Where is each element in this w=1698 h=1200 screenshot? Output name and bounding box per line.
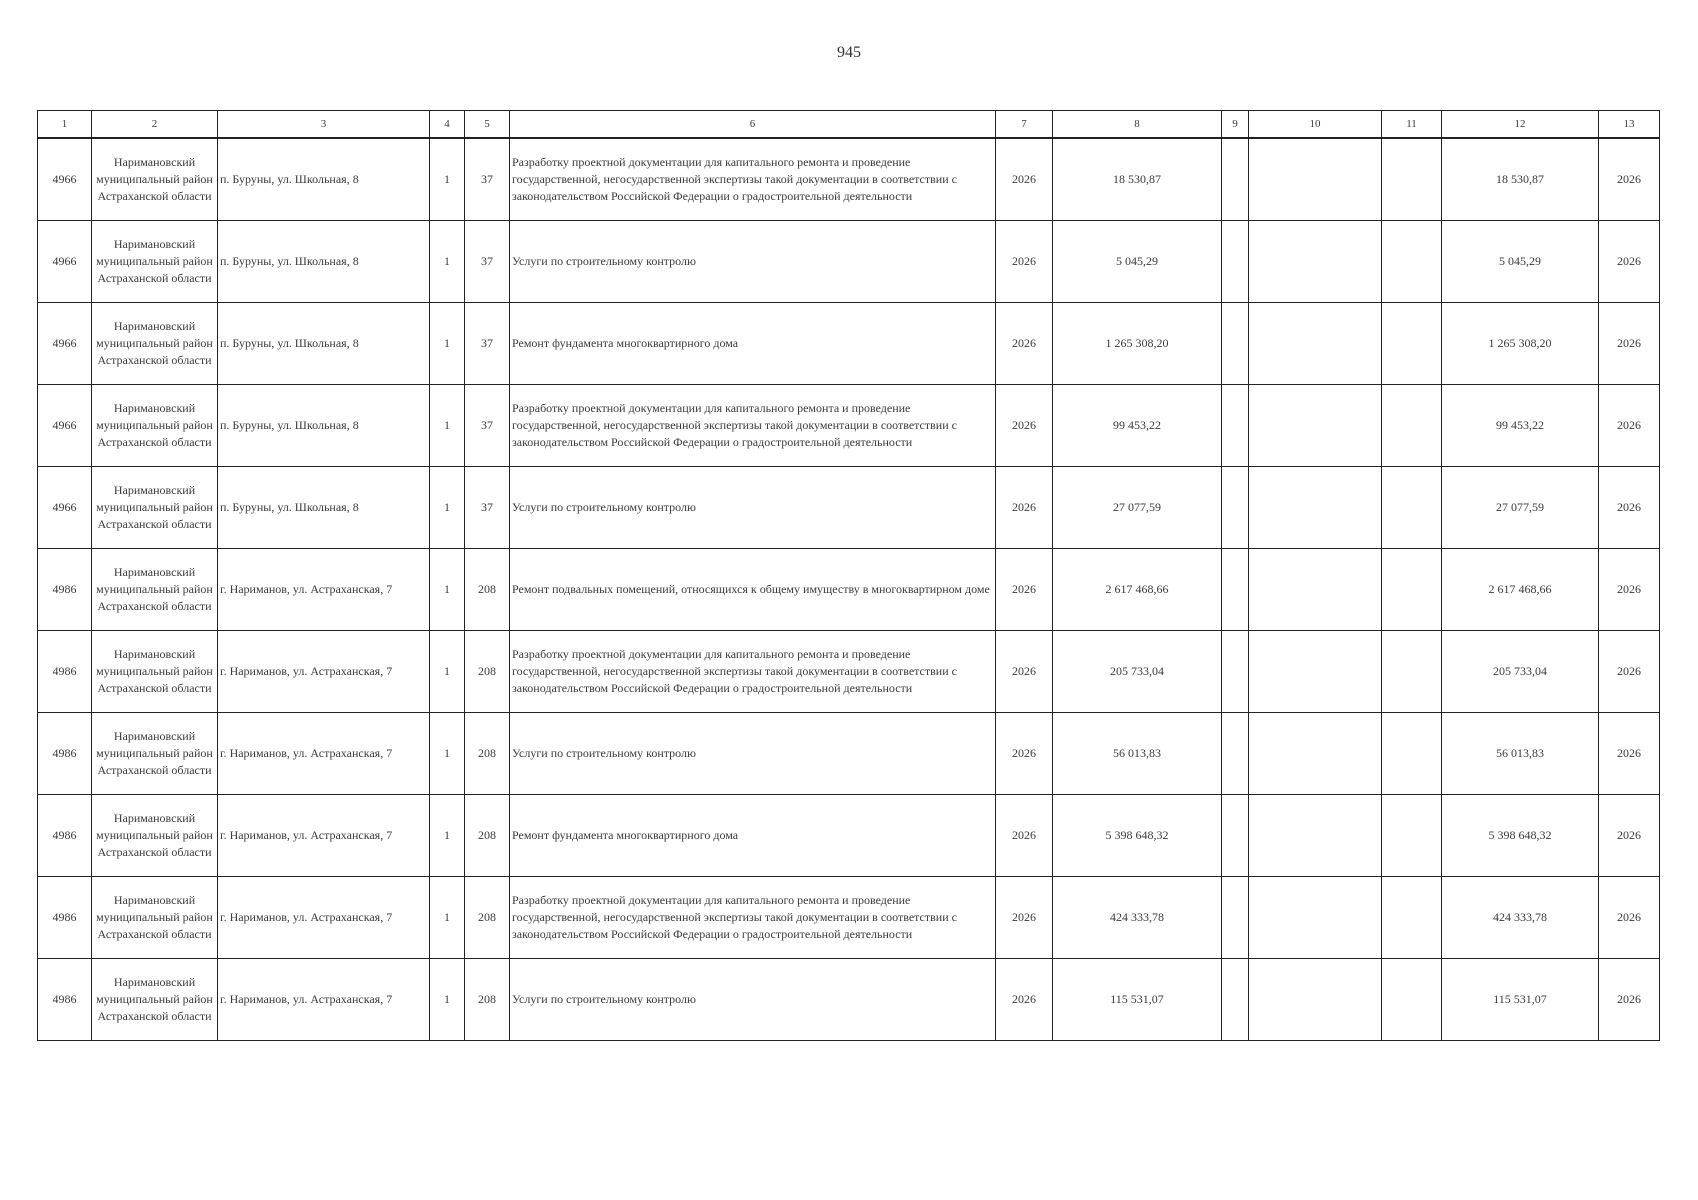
cell-total-cost: 2 617 468,66 xyxy=(1053,548,1222,630)
cell-col-10 xyxy=(1249,958,1382,1040)
cell-address: г. Нариманов, ул. Астраханская, 7 xyxy=(218,794,430,876)
cell-funding: 5 045,29 xyxy=(1442,220,1599,302)
cell-year: 2026 xyxy=(996,958,1053,1040)
cell-year: 2026 xyxy=(996,876,1053,958)
cell-col-4: 1 xyxy=(430,302,465,384)
cell-completion-year: 2026 xyxy=(1599,220,1660,302)
cell-year: 2026 xyxy=(996,384,1053,466)
table-row xyxy=(38,220,1660,302)
table-body xyxy=(38,138,1660,1040)
cell-col-4: 1 xyxy=(430,384,465,466)
column-header: 13 xyxy=(1599,111,1660,139)
table-row xyxy=(38,630,1660,712)
cell-funding: 5 398 648,32 xyxy=(1442,794,1599,876)
table-row xyxy=(38,712,1660,794)
cell-col-5: 208 xyxy=(465,794,510,876)
cell-col-11 xyxy=(1382,958,1442,1040)
cell-year: 2026 xyxy=(996,302,1053,384)
cell-year: 2026 xyxy=(996,630,1053,712)
cell-work-type: Услуги по строительному контролю xyxy=(510,958,996,1040)
cell-col-11 xyxy=(1382,220,1442,302)
cell-municipality: Наримановский муниципальный район Астраханской области xyxy=(92,794,218,876)
cell-municipality: Наримановский муниципальный район Астраханской области xyxy=(92,630,218,712)
cell-work-type: Услуги по строительному контролю xyxy=(510,220,996,302)
cell-col-9 xyxy=(1222,220,1249,302)
cell-col-4: 1 xyxy=(430,220,465,302)
cell-col-5: 37 xyxy=(465,220,510,302)
cell-col-10 xyxy=(1249,384,1382,466)
cell-col-10 xyxy=(1249,630,1382,712)
cell-col-10 xyxy=(1249,548,1382,630)
cell-work-type: Разработку проектной документации для капитального ремонта и проведение государственной, негосударственной экспертизы такой документации в соответствии с законодательством Российской Федерации о градостроительной деятельности xyxy=(510,138,996,220)
cell-completion-year: 2026 xyxy=(1599,712,1660,794)
cell-col-9 xyxy=(1222,302,1249,384)
cell-col-11 xyxy=(1382,876,1442,958)
cell-year: 2026 xyxy=(996,794,1053,876)
cell-work-type: Услуги по строительному контролю xyxy=(510,712,996,794)
column-header: 12 xyxy=(1442,111,1599,139)
capital-repair-table xyxy=(37,110,1660,1041)
column-header: 3 xyxy=(218,111,430,139)
cell-address: п. Буруны, ул. Школьная, 8 xyxy=(218,302,430,384)
column-header: 9 xyxy=(1222,111,1249,139)
column-header: 2 xyxy=(92,111,218,139)
cell-year: 2026 xyxy=(996,220,1053,302)
cell-municipality: Наримановский муниципальный район Астраханской области xyxy=(92,958,218,1040)
cell-funding: 205 733,04 xyxy=(1442,630,1599,712)
cell-municipality: Наримановский муниципальный район Астраханской области xyxy=(92,220,218,302)
cell-col-9 xyxy=(1222,794,1249,876)
cell-work-type: Услуги по строительному контролю xyxy=(510,466,996,548)
cell-col-4: 1 xyxy=(430,630,465,712)
cell-col-10 xyxy=(1249,712,1382,794)
table-row xyxy=(38,548,1660,630)
column-header: 11 xyxy=(1382,111,1442,139)
cell-total-cost: 5 045,29 xyxy=(1053,220,1222,302)
column-number-header-row xyxy=(38,111,1660,139)
cell-col-5: 37 xyxy=(465,138,510,220)
cell-funding: 2 617 468,66 xyxy=(1442,548,1599,630)
cell-col-5: 208 xyxy=(465,876,510,958)
cell-col-9 xyxy=(1222,138,1249,220)
cell-col-10 xyxy=(1249,794,1382,876)
cell-col-9 xyxy=(1222,548,1249,630)
cell-house-id: 4966 xyxy=(38,138,92,220)
cell-col-4: 1 xyxy=(430,548,465,630)
cell-col-5: 208 xyxy=(465,630,510,712)
cell-completion-year: 2026 xyxy=(1599,548,1660,630)
cell-completion-year: 2026 xyxy=(1599,384,1660,466)
cell-funding: 99 453,22 xyxy=(1442,384,1599,466)
cell-house-id: 4986 xyxy=(38,876,92,958)
cell-house-id: 4966 xyxy=(38,466,92,548)
cell-col-10 xyxy=(1249,876,1382,958)
page-number: 945 xyxy=(837,44,861,61)
table-row xyxy=(38,958,1660,1040)
cell-col-11 xyxy=(1382,302,1442,384)
cell-col-4: 1 xyxy=(430,466,465,548)
column-header: 8 xyxy=(1053,111,1222,139)
cell-work-type: Ремонт подвальных помещений, относящихся к общему имуществу в многоквартирном доме xyxy=(510,548,996,630)
cell-col-4: 1 xyxy=(430,958,465,1040)
cell-total-cost: 5 398 648,32 xyxy=(1053,794,1222,876)
cell-col-4: 1 xyxy=(430,712,465,794)
cell-col-11 xyxy=(1382,138,1442,220)
cell-col-11 xyxy=(1382,466,1442,548)
column-header: 5 xyxy=(465,111,510,139)
table-row xyxy=(38,384,1660,466)
cell-total-cost: 99 453,22 xyxy=(1053,384,1222,466)
table-row xyxy=(38,138,1660,220)
cell-house-id: 4986 xyxy=(38,712,92,794)
cell-municipality: Наримановский муниципальный район Астраханской области xyxy=(92,876,218,958)
cell-total-cost: 18 530,87 xyxy=(1053,138,1222,220)
cell-col-9 xyxy=(1222,876,1249,958)
cell-completion-year: 2026 xyxy=(1599,466,1660,548)
cell-house-id: 4986 xyxy=(38,958,92,1040)
cell-total-cost: 424 333,78 xyxy=(1053,876,1222,958)
cell-address: г. Нариманов, ул. Астраханская, 7 xyxy=(218,958,430,1040)
cell-col-4: 1 xyxy=(430,138,465,220)
cell-completion-year: 2026 xyxy=(1599,876,1660,958)
column-header: 7 xyxy=(996,111,1053,139)
cell-address: г. Нариманов, ул. Астраханская, 7 xyxy=(218,630,430,712)
cell-col-4: 1 xyxy=(430,794,465,876)
cell-address: п. Буруны, ул. Школьная, 8 xyxy=(218,384,430,466)
cell-work-type: Ремонт фундамента многоквартирного дома xyxy=(510,302,996,384)
cell-completion-year: 2026 xyxy=(1599,138,1660,220)
cell-total-cost: 205 733,04 xyxy=(1053,630,1222,712)
cell-col-11 xyxy=(1382,384,1442,466)
cell-col-11 xyxy=(1382,548,1442,630)
cell-address: г. Нариманов, ул. Астраханская, 7 xyxy=(218,876,430,958)
table-row xyxy=(38,876,1660,958)
cell-col-10 xyxy=(1249,302,1382,384)
cell-completion-year: 2026 xyxy=(1599,630,1660,712)
table-row xyxy=(38,302,1660,384)
cell-completion-year: 2026 xyxy=(1599,794,1660,876)
cell-year: 2026 xyxy=(996,466,1053,548)
cell-house-id: 4966 xyxy=(38,384,92,466)
cell-house-id: 4986 xyxy=(38,630,92,712)
cell-address: г. Нариманов, ул. Астраханская, 7 xyxy=(218,548,430,630)
cell-municipality: Наримановский муниципальный район Астраханской области xyxy=(92,548,218,630)
cell-work-type: Разработку проектной документации для капитального ремонта и проведение государственной, негосударственной экспертизы такой документации в соответствии с законодательством Российской Федерации о градостроительной деятельности xyxy=(510,630,996,712)
cell-col-5: 37 xyxy=(465,384,510,466)
cell-house-id: 4986 xyxy=(38,548,92,630)
cell-completion-year: 2026 xyxy=(1599,302,1660,384)
cell-address: п. Буруны, ул. Школьная, 8 xyxy=(218,220,430,302)
cell-col-10 xyxy=(1249,220,1382,302)
cell-municipality: Наримановский муниципальный район Астраханской области xyxy=(92,138,218,220)
cell-house-id: 4966 xyxy=(38,302,92,384)
cell-col-9 xyxy=(1222,384,1249,466)
cell-work-type: Разработку проектной документации для капитального ремонта и проведение государственной, негосударственной экспертизы такой документации в соответствии с законодательством Российской Федерации о градостроительной деятельности xyxy=(510,876,996,958)
cell-year: 2026 xyxy=(996,548,1053,630)
cell-col-11 xyxy=(1382,712,1442,794)
cell-work-type: Ремонт фундамента многоквартирного дома xyxy=(510,794,996,876)
cell-house-id: 4966 xyxy=(38,220,92,302)
column-header: 1 xyxy=(38,111,92,139)
cell-total-cost: 115 531,07 xyxy=(1053,958,1222,1040)
cell-year: 2026 xyxy=(996,138,1053,220)
cell-funding: 18 530,87 xyxy=(1442,138,1599,220)
cell-col-5: 208 xyxy=(465,958,510,1040)
cell-col-9 xyxy=(1222,630,1249,712)
cell-col-5: 208 xyxy=(465,548,510,630)
cell-funding: 424 333,78 xyxy=(1442,876,1599,958)
cell-municipality: Наримановский муниципальный район Астраханской области xyxy=(92,384,218,466)
cell-col-4: 1 xyxy=(430,876,465,958)
cell-col-5: 208 xyxy=(465,712,510,794)
cell-total-cost: 27 077,59 xyxy=(1053,466,1222,548)
cell-total-cost: 1 265 308,20 xyxy=(1053,302,1222,384)
cell-funding: 27 077,59 xyxy=(1442,466,1599,548)
cell-funding: 56 013,83 xyxy=(1442,712,1599,794)
cell-col-11 xyxy=(1382,794,1442,876)
column-header: 6 xyxy=(510,111,996,139)
cell-address: г. Нариманов, ул. Астраханская, 7 xyxy=(218,712,430,794)
cell-funding: 115 531,07 xyxy=(1442,958,1599,1040)
column-header: 10 xyxy=(1249,111,1382,139)
cell-col-9 xyxy=(1222,466,1249,548)
cell-col-11 xyxy=(1382,630,1442,712)
cell-col-10 xyxy=(1249,466,1382,548)
cell-municipality: Наримановский муниципальный район Астраханской области xyxy=(92,466,218,548)
cell-year: 2026 xyxy=(996,712,1053,794)
cell-house-id: 4986 xyxy=(38,794,92,876)
cell-address: п. Буруны, ул. Школьная, 8 xyxy=(218,466,430,548)
cell-work-type: Разработку проектной документации для капитального ремонта и проведение государственной, негосударственной экспертизы такой документации в соответствии с законодательством Российской Федерации о градостроительной деятельности xyxy=(510,384,996,466)
cell-total-cost: 56 013,83 xyxy=(1053,712,1222,794)
cell-col-9 xyxy=(1222,958,1249,1040)
cell-funding: 1 265 308,20 xyxy=(1442,302,1599,384)
cell-col-10 xyxy=(1249,138,1382,220)
cell-municipality: Наримановский муниципальный район Астраханской области xyxy=(92,302,218,384)
table-row xyxy=(38,466,1660,548)
cell-completion-year: 2026 xyxy=(1599,958,1660,1040)
cell-col-5: 37 xyxy=(465,302,510,384)
cell-col-5: 37 xyxy=(465,466,510,548)
cell-col-9 xyxy=(1222,712,1249,794)
cell-municipality: Наримановский муниципальный район Астраханской области xyxy=(92,712,218,794)
column-header: 4 xyxy=(430,111,465,139)
cell-address: п. Буруны, ул. Школьная, 8 xyxy=(218,138,430,220)
table-row xyxy=(38,794,1660,876)
